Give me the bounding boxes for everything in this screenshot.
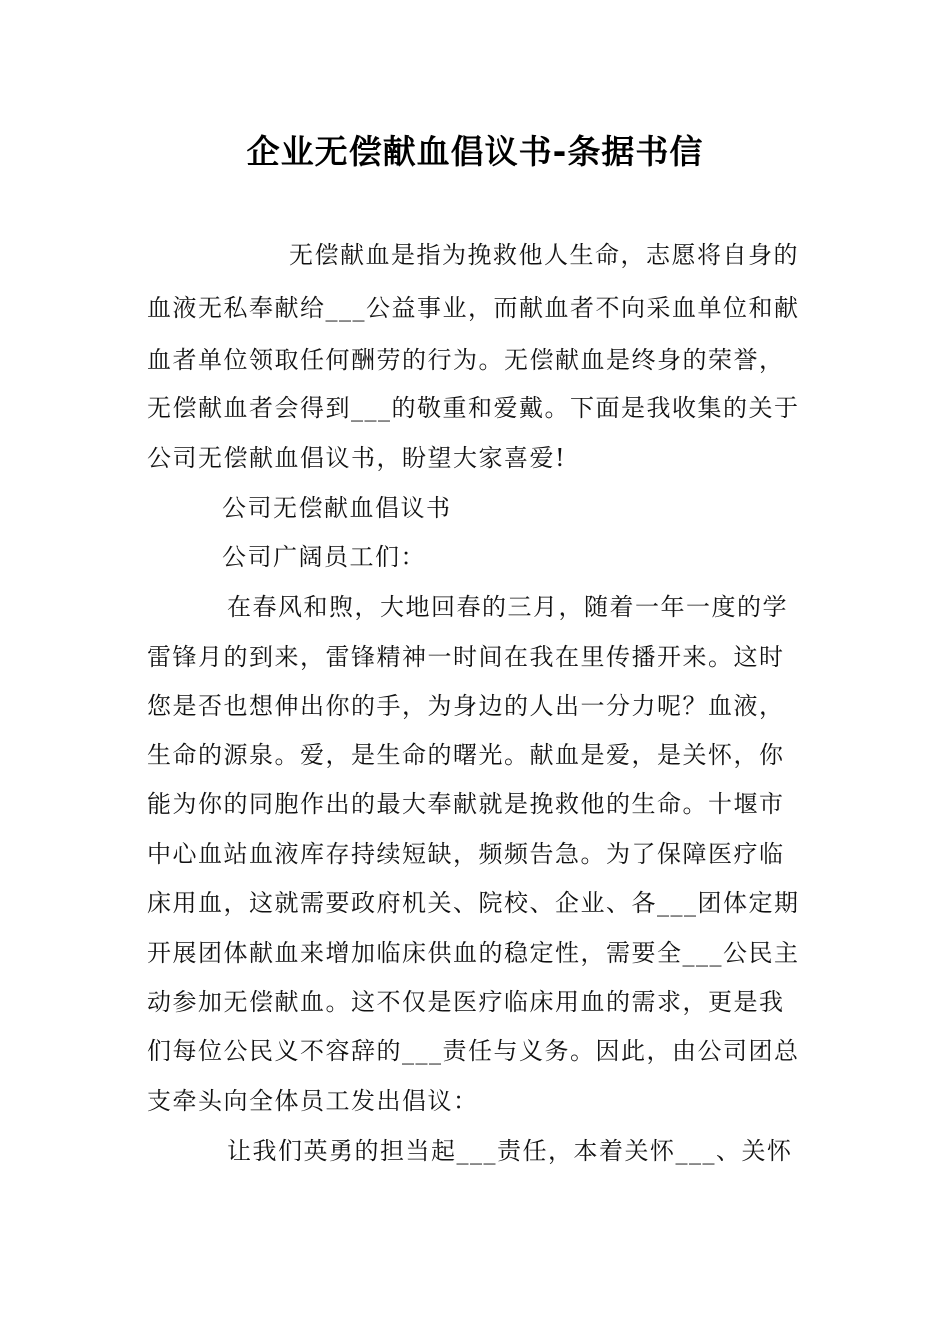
paragraph-line: 床用血，这就需要政府机关、院校、企业、各___团体定期 <box>147 889 800 917</box>
section-heading: 公司无偿献血倡议书 <box>222 494 452 522</box>
paragraph-line: 动参加无偿献血。这不仅是医疗临床用血的需求，更是我 <box>147 988 785 1016</box>
paragraph-line: 无偿献血者会得到___的敬重和爱戴。下面是我收集的关于 <box>147 394 800 422</box>
paragraph-line: 能为你的同胞作出的最大奉献就是挽救他的生命。十堰市 <box>147 790 785 818</box>
paragraph-line: 们每位公民义不容辞的___责任与义务。因此，由公司团总 <box>147 1037 800 1065</box>
paragraph-line: 开展团体献血来增加临床供血的稳定性，需要全___公民主 <box>147 939 800 967</box>
paragraph-line: 血液无私奉献给___公益事业，而献血者不向采血单位和献 <box>147 294 800 322</box>
paragraph-line: 血者单位领取任何酬劳的行为。无偿献血是终身的荣誉， <box>147 346 785 374</box>
paragraph-line: 让我们英勇的担当起___责任，本着关怀___、关怀 <box>227 1137 793 1165</box>
document-title: 企业无偿献血倡议书-条据书信 <box>246 132 704 171</box>
paragraph-line: 生命的源泉。爱，是生命的曙光。献血是爱，是关怀，你 <box>147 741 785 769</box>
paragraph-line: 中心血站血液库存持续短缺，频频告急。为了保障医疗临 <box>147 840 785 868</box>
salutation: 公司广阔员工们： <box>222 543 426 571</box>
paragraph-line: 公司无偿献血倡议书，盼望大家喜爱! <box>147 444 567 472</box>
paragraph-line: 您是否也想伸出你的手，为身边的人出一分力呢？血液， <box>147 692 785 720</box>
paragraph-line: 雷锋月的到来，雷锋精神一时间在我在里传播开来。这时 <box>147 643 785 671</box>
paragraph-line: 无偿献血是指为挽救他人生命，志愿将自身的 <box>289 241 799 269</box>
paragraph-line: 支牵头向全体员工发出倡议： <box>147 1087 479 1115</box>
paragraph-line: 在春风和煦，大地回春的三月，随着一年一度的学 <box>227 593 788 621</box>
